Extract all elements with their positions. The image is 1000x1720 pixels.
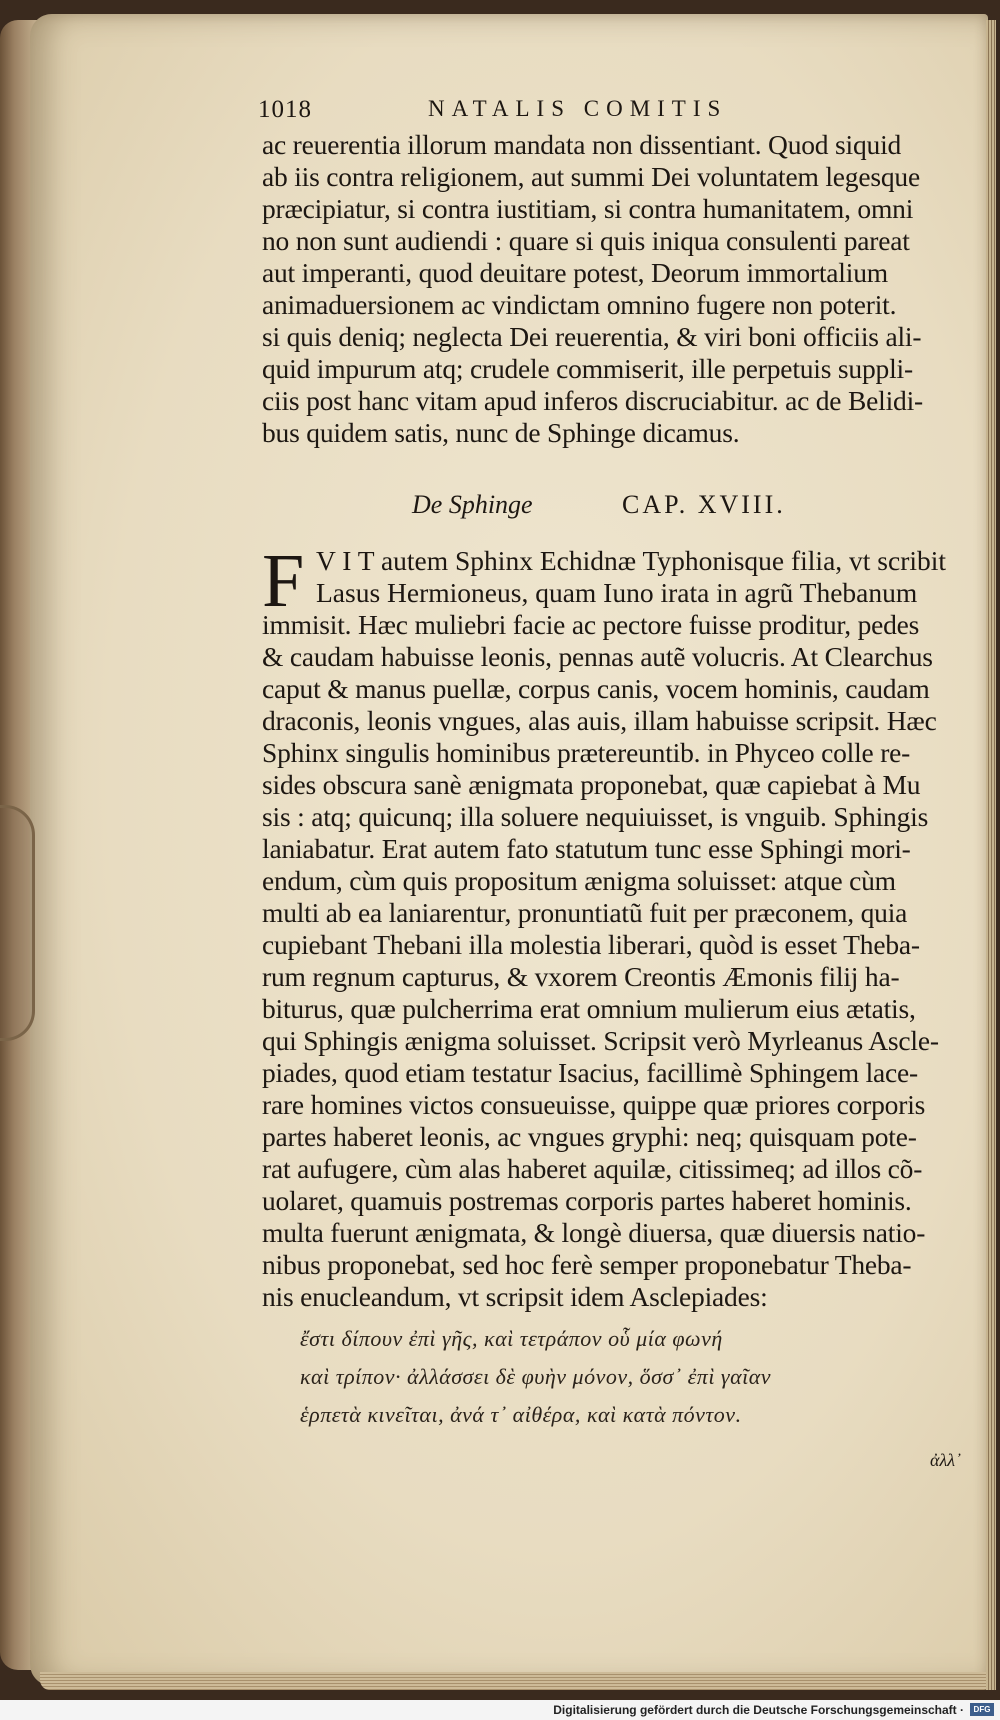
text-line: biturus, quæ pulcherrima erat omnium mulierum eius ætatis,: [262, 993, 916, 1024]
funding-credit: Digitalisierung gefördert durch die Deutsche Forschungsgemeinschaft ·: [553, 1703, 964, 1717]
catchword: ἀλλ᾽: [930, 1450, 962, 1470]
text-line: caput & manus puellæ, corpus canis, vocem hominis, caudam: [262, 673, 930, 704]
running-header: [258, 96, 838, 128]
text-line: ab iis contra religionem, aut summi Dei voluntatem legesque: [262, 161, 920, 192]
text-line: ciis post hanc vitam apud inferos discruciabitur. ac de Belidi-: [262, 385, 923, 416]
text-line: qui Sphingis ænigma soluisset. Scripsit verò Myrleanus Ascle-: [262, 1025, 939, 1056]
text-line: si quis deniq; neglecta Dei reuerentia, & viri boni officiis ali-: [262, 321, 922, 352]
greek-verse-line: ἔστι δίπουν ἐπὶ γῆς, καὶ τετράπον οὗ μία φωνή: [300, 1326, 723, 1351]
text-line: multi ab ea laniarentur, pronuntiatũ fuit per præconem, quia: [262, 897, 908, 928]
text-line: sides obscura sanè ænigmata proponebat, quæ capiebat à Mu: [262, 769, 921, 800]
page-number: 1018: [258, 96, 312, 123]
text-line: animaduersionem ac vindictam omnino fugere non poterit.: [262, 289, 897, 320]
text-line: quid impurum atq; crudele commiserit, ille perpetuis suppli-: [262, 353, 913, 384]
text-line: laniabatur. Erat autem fato statutum tunc esse Sphingi mori-: [262, 833, 911, 864]
chapter-number: CAP. XVIII.: [622, 490, 786, 519]
text-line: endum, cùm quis propositum ænigma soluisset: atque cùm: [262, 865, 896, 896]
chapter-title: De Sphinge: [412, 490, 533, 519]
text-line: nis enucleandum, vt scripsit idem Asclepiades:: [262, 1281, 768, 1312]
text-line: draconis, leonis vngues, alas auis, illam habuisse scripsit. Hæc: [262, 705, 937, 736]
page-right-edge: [986, 20, 996, 1690]
page-bottom-edges: [40, 1672, 988, 1690]
text-line: piades, quod etiam testatur Isacius, facillimè Sphingem lace-: [262, 1057, 918, 1088]
text-line: multa fuerunt ænigmata, & longè diuersa, quæ diuersis natio-: [262, 1217, 926, 1248]
text-line: uolaret, quamuis postremas corporis partes haberet hominis.: [262, 1185, 912, 1216]
text-line: cupiebant Thebani illa molestia liberari, quòd is esset Theba-: [262, 929, 920, 960]
text-line: immisit. Hæc muliebri facie ac pectore fuisse proditur, pedes: [262, 609, 920, 640]
text-line: rare homines victos consueuisse, quippe quæ priores corporis: [262, 1089, 926, 1120]
footer-bar: [0, 1700, 1000, 1720]
text-line: aut imperanti, quod deuitare potest, Deorum immortalium: [262, 257, 888, 288]
dfg-logo-icon: DFG: [970, 1703, 994, 1716]
greek-verse-line: καὶ τρίπον· ἀλλάσσει δὲ φυὴν μόνον, ὅσσ᾽ ἐπὶ γαῖαν: [300, 1364, 772, 1389]
book-clasp: [0, 805, 35, 1041]
text-line: Lasus Hermioneus, quam Iuno irata in agrũ Thebanum: [316, 577, 918, 608]
text-line: præcipiatur, si contra iustitiam, si contra humanitatem, omni: [262, 193, 914, 224]
text-line: Sphinx singulis hominibus prætereuntib. in Phyceo colle re-: [262, 737, 911, 768]
running-title: NATALIS COMITIS: [428, 96, 728, 121]
greek-verse-line: ἑρπετὰ κινεῖται, ἀνά τ᾽ αἰθέρα, καὶ κατὰ πόντον.: [300, 1402, 742, 1427]
text-line: V I T autem Sphinx Echidnæ Typhonisque filia, vt scribit: [316, 545, 947, 576]
text-line: nibus proponebat, sed hoc ferè semper proponebatur Theba-: [262, 1249, 912, 1280]
drop-cap-initial: F: [262, 539, 305, 623]
text-line: ac reuerentia illorum mandata non dissentiant. Quod siquid: [262, 129, 902, 160]
text-line: bus quidem satis, nunc de Sphinge dicamus.: [262, 417, 740, 448]
text-line: no non sunt audiendi : quare si quis iniqua consulenti pareat: [262, 225, 910, 256]
text-line: partes haberet leonis, ac vngues gryphi: neq; quisquam pote-: [262, 1121, 917, 1152]
text-line: sis : atq; quicunq; illa soluere nequiuisset, is vnguib. Sphingis: [262, 801, 929, 832]
text-line: rum regnum capturus, & vxorem Creontis Æmonis filij ha-: [262, 961, 900, 992]
text-line: & caudam habuisse leonis, pennas autẽ volucris. At Clearchus: [262, 641, 933, 672]
text-line: rat aufugere, cùm alas haberet aquilæ, citissimeq; ad illos cõ-: [262, 1153, 923, 1184]
